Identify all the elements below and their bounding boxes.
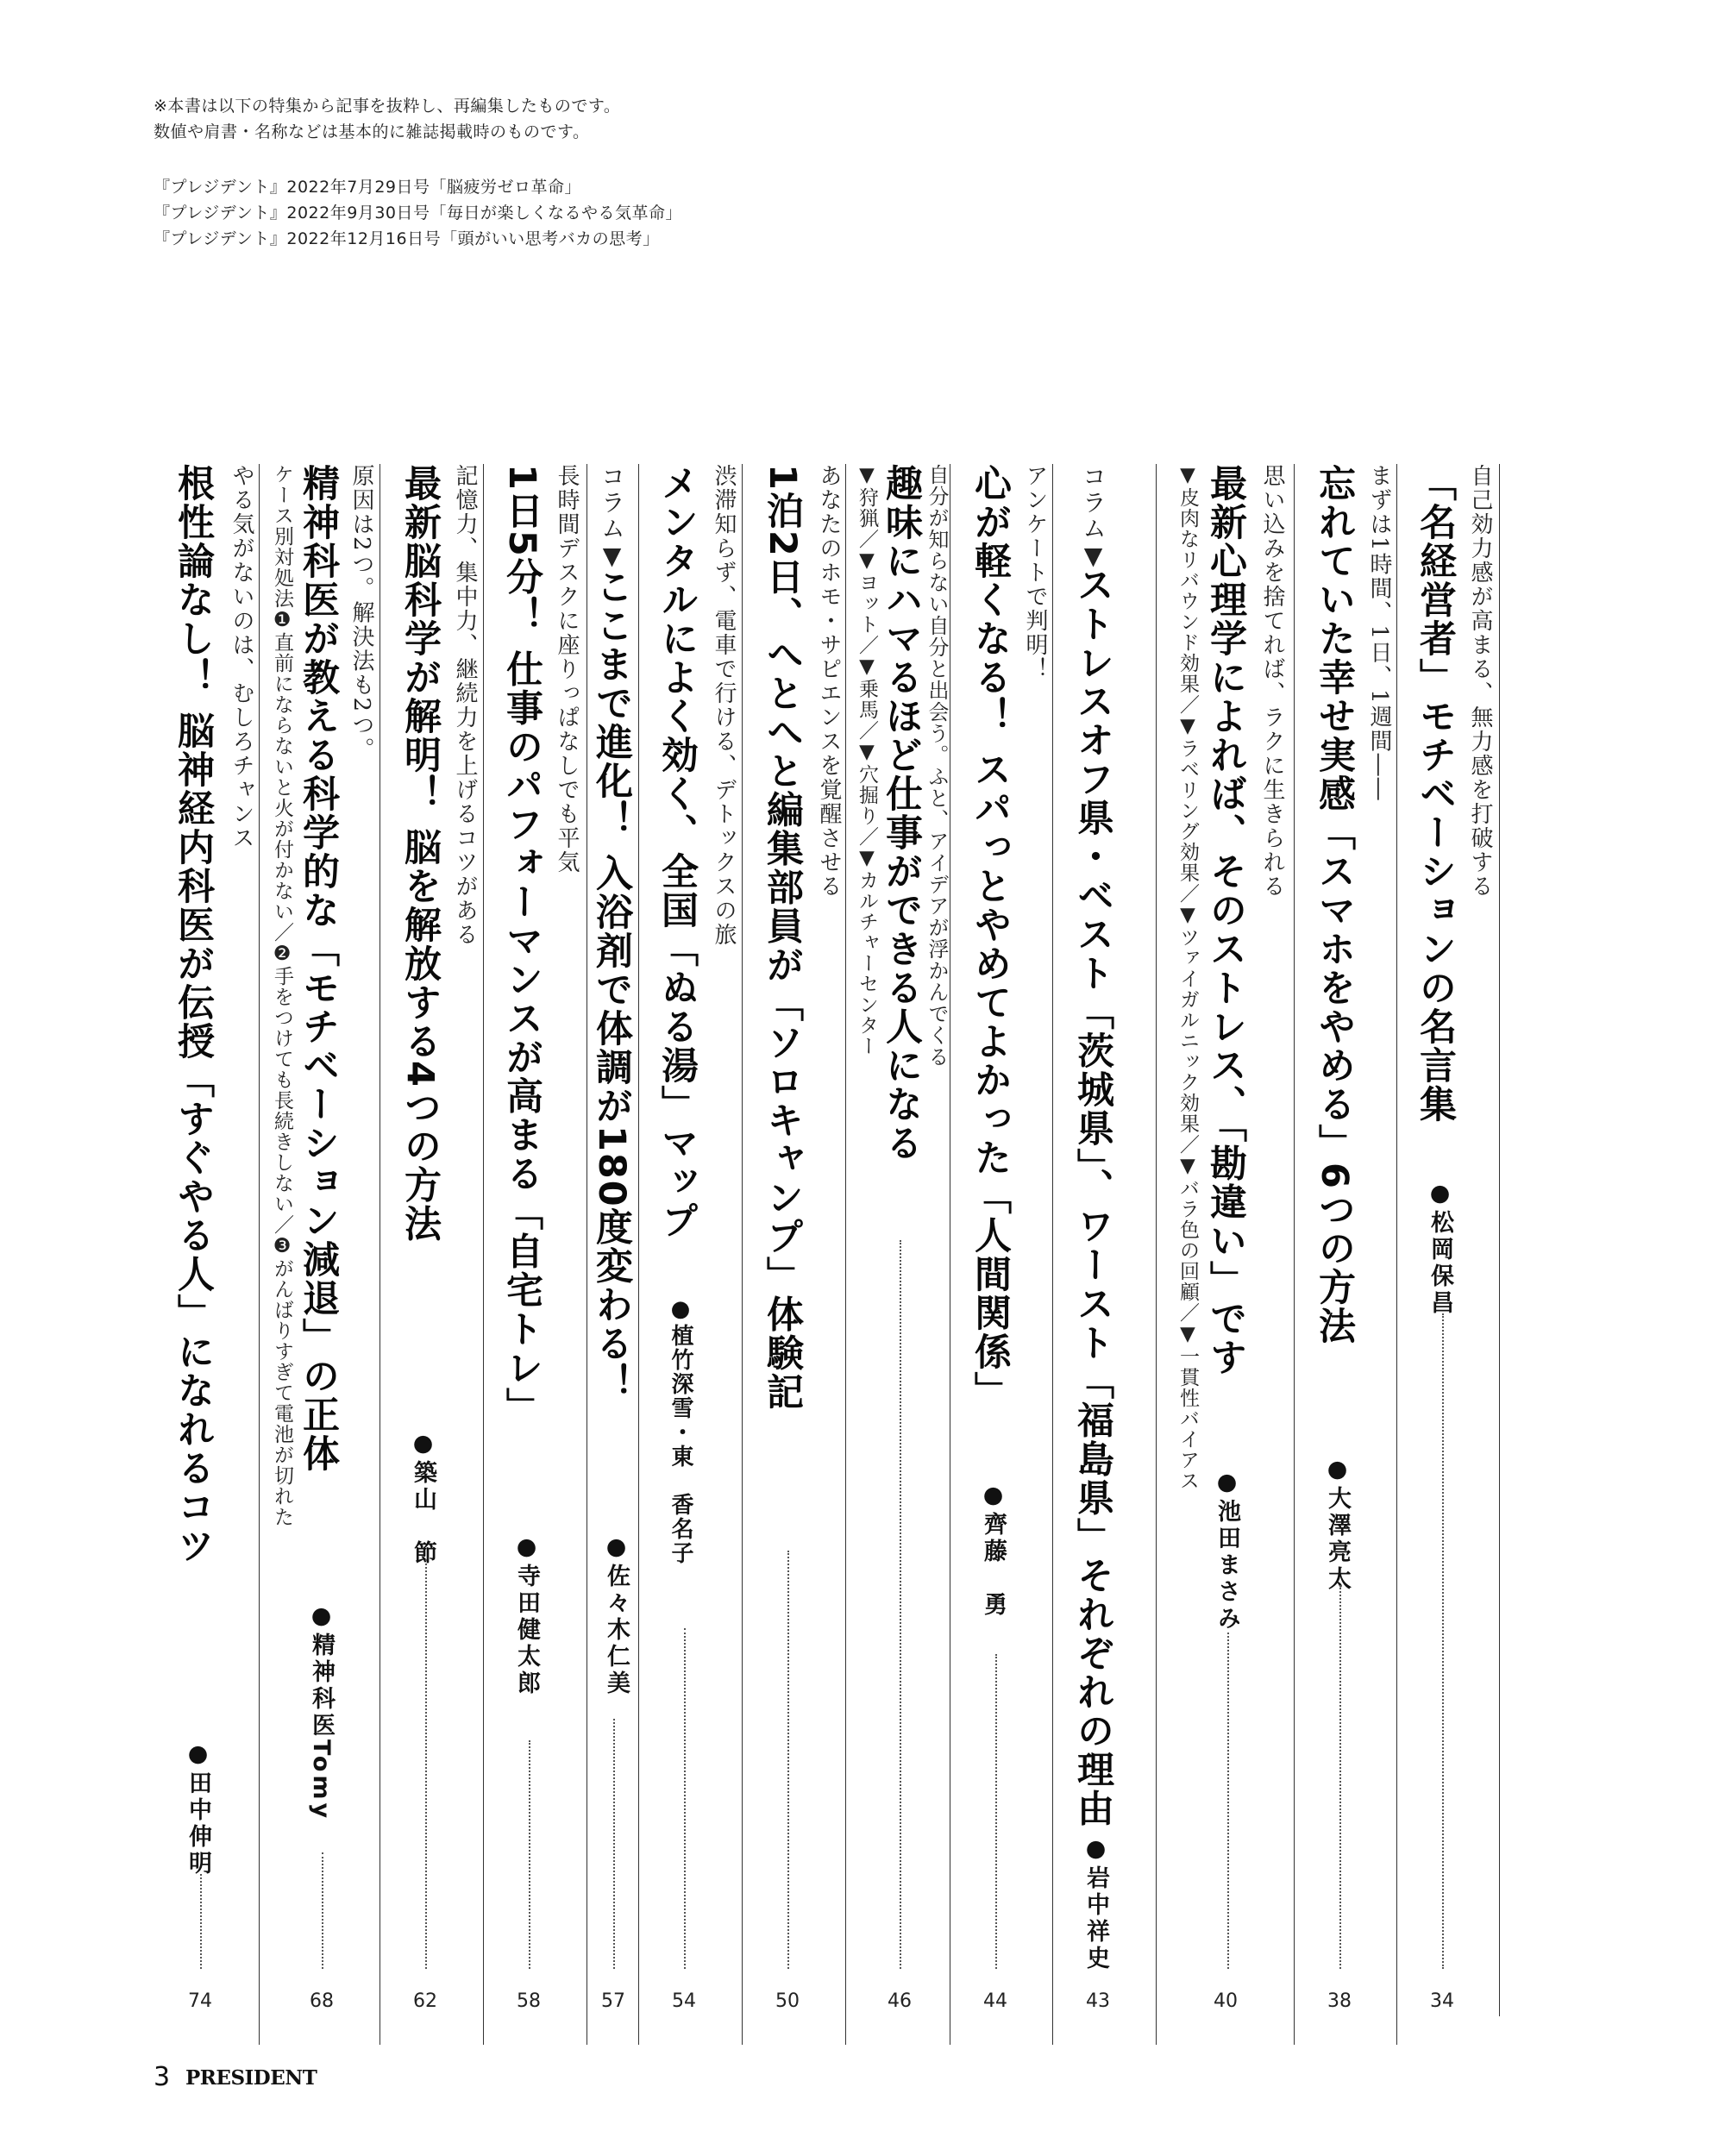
dot-leader <box>322 1852 323 1969</box>
toc-author: ●築山 節 <box>410 1430 436 1567</box>
toc-page-number: 40 <box>1214 1990 1238 2012</box>
toc-title: 心が軽くなる！ スパっとやめてよかった「人間関係」 <box>969 464 1012 1410</box>
toc-lead: コラム▼ <box>1079 464 1107 572</box>
toc-lead: 思い込みを捨てれば、ラクに生きられる <box>1259 464 1285 899</box>
toc-lead: コラム▼ <box>598 464 626 572</box>
magazine-logo: PRESIDENT <box>185 2066 317 2090</box>
toc-entry[interactable] <box>1294 464 1396 2045</box>
toc-page-number: 50 <box>775 1990 800 2012</box>
toc-page-number: 58 <box>517 1990 541 2012</box>
toc-page-number: 74 <box>188 1990 212 2012</box>
toc-title: ここまで進化！ 入浴剤で体調が180度変わる！ <box>590 567 633 1402</box>
toc-title: 忘れていた幸せ実感「スマホをやめる」6つの方法 <box>1313 464 1356 1345</box>
source-line: 『プレジデント』2022年9月30日号「毎日が楽しくなるやる気革命」 <box>154 204 683 222</box>
editorial-notes <box>154 93 930 252</box>
toc-lead: 自己効力感が高まる、無力感を打破する <box>1467 464 1493 899</box>
toc-subtopics: ▼狩猟／▼ヨット／▼乗馬／▼穴掘り／▼カルチャーセンター <box>856 464 878 1056</box>
dot-leader <box>995 1654 997 1969</box>
toc-lead: 長時間デスクに座りっぱなしでも平気 <box>554 464 580 874</box>
dot-leader <box>1227 1633 1229 1969</box>
note-line: 数値や肩書・名称などは基本的に雑誌掲載時のものです。 <box>154 122 590 141</box>
toc-page-number: 38 <box>1327 1990 1352 2012</box>
toc-entry[interactable] <box>259 464 379 2045</box>
toc-page-number: 43 <box>1086 1990 1110 2012</box>
table-of-contents <box>154 464 1501 2045</box>
toc-lead: あなたのホモ・サピエンスを覚醒させる <box>816 464 842 899</box>
toc-entry[interactable] <box>154 464 257 2045</box>
dot-leader <box>787 1551 789 1969</box>
toc-entry[interactable] <box>380 464 482 2045</box>
toc-author: ●植竹深雪・東 香名子 <box>668 1296 693 1565</box>
toc-title: ストレスオフ県・ベスト「茨城県」、ワースト「福島県」それぞれの理由 <box>1071 566 1114 1828</box>
toc-author: ●松岡保昌 <box>1427 1180 1453 1317</box>
toc-lead: 自分が知らない自分と出会う。ふと、アイデアが浮かんでくる <box>925 464 949 1068</box>
page-folio: 3 <box>154 2062 171 2092</box>
source-line: 『プレジデント』2022年7月29日号「脳疲労ゼロ革命」 <box>154 178 582 197</box>
toc-author: ●精神科医Tomy <box>308 1602 335 1822</box>
toc-page-number: 54 <box>672 1990 696 2012</box>
toc-lead: アンケートで判明！ <box>1022 464 1048 681</box>
toc-title: 根性論なし！ 脳神経内科医が伝授「すぐやる人」になれるコツ <box>172 464 215 1565</box>
dot-leader <box>613 1719 615 1969</box>
source-line: 『プレジデント』2022年12月16日号「頭がいい思考バカの思考」 <box>154 229 660 248</box>
toc-title: 「名経営者」モチベーションの名言集 <box>1414 464 1457 1124</box>
toc-lead: やる気がないのは、むしろチャンス <box>229 464 254 850</box>
toc-page-number: 44 <box>983 1990 1007 2012</box>
toc-entry[interactable] <box>1396 464 1499 2045</box>
toc-title: 1日5分！ 仕事のパフォーマンスが高まる「自宅トレ」 <box>500 464 543 1426</box>
toc-title: 最新心理学によれば、そのストレス、「勘違い」です <box>1204 464 1247 1377</box>
toc-entry[interactable] <box>1156 464 1293 2045</box>
toc-subtopics: ケース別対処法❶直前にならないと火が付かない／❷手をつけても長続きしない／❸がんばりすぎて電池が切れた <box>271 464 293 1527</box>
toc-author: ●田中伸明 <box>185 1740 211 1877</box>
toc-page-number: 46 <box>888 1990 912 2012</box>
dot-leader <box>529 1740 530 1969</box>
toc-title: 1泊2日、へとへと編集部員が「ソロキャンプ」体験記 <box>761 464 804 1412</box>
toc-author: ●齊藤 勇 <box>980 1482 1007 1619</box>
toc-title: 最新脳科学が解明！ 脳を解放する4つの方法 <box>398 464 442 1244</box>
toc-entry[interactable] <box>1052 464 1155 2045</box>
toc-lead: まずは1時間、1日、1週間―― <box>1366 464 1392 802</box>
toc-entry[interactable] <box>845 464 950 2045</box>
toc-author: ●池田まさみ <box>1214 1469 1240 1633</box>
dot-leader <box>200 1874 202 1969</box>
dot-leader <box>1442 1313 1444 1969</box>
toc-author: ●佐々木仁美 <box>603 1533 630 1697</box>
toc-author: ●大澤亮太 <box>1324 1456 1351 1593</box>
toc-title: 精神科医が教える科学的な「モチベーション減退」の正体 <box>297 464 340 1473</box>
toc-lead: 原因は2つ。解決法も2つ。 <box>348 464 374 762</box>
toc-lead: 記憶力、集中力、継続力を上げるコツがある <box>452 464 478 947</box>
toc-page-number: 34 <box>1430 1990 1454 2012</box>
toc-lead: 渋滞知らず、電車で行ける、デトックスの旅 <box>711 464 737 947</box>
toc-title: 趣味にハマるほど仕事ができる人になる <box>880 464 923 1163</box>
toc-page-number: 68 <box>310 1990 334 2012</box>
toc-entry[interactable] <box>950 464 1052 2045</box>
toc-entry[interactable] <box>638 464 741 2045</box>
toc-entry[interactable] <box>483 464 586 2045</box>
toc-subtopics: ▼皮肉なリバウンド効果／▼ラベリング効果／▼ツァイガルニック効果／▼バラ色の回顧／▼一貫性バイアス <box>1176 464 1199 1491</box>
dot-leader <box>1339 1585 1341 1969</box>
note-line: ※本書は以下の特集から記事を抜粋し、再編集したものです。 <box>154 97 621 116</box>
toc-page-number: 57 <box>601 1990 625 2012</box>
dot-leader <box>900 1240 901 1969</box>
dot-leader <box>425 1559 427 1969</box>
dot-leader <box>684 1628 686 1969</box>
toc-title: メンタルによく効く、全国「ぬる湯」マップ <box>656 464 699 1240</box>
toc-author: ●岩中祥史 <box>1082 1835 1109 1972</box>
toc-author: ●寺田健太郎 <box>513 1533 540 1697</box>
toc-entry[interactable] <box>586 464 637 2045</box>
toc-entry[interactable] <box>742 464 844 2045</box>
toc-page-number: 62 <box>413 1990 437 2012</box>
